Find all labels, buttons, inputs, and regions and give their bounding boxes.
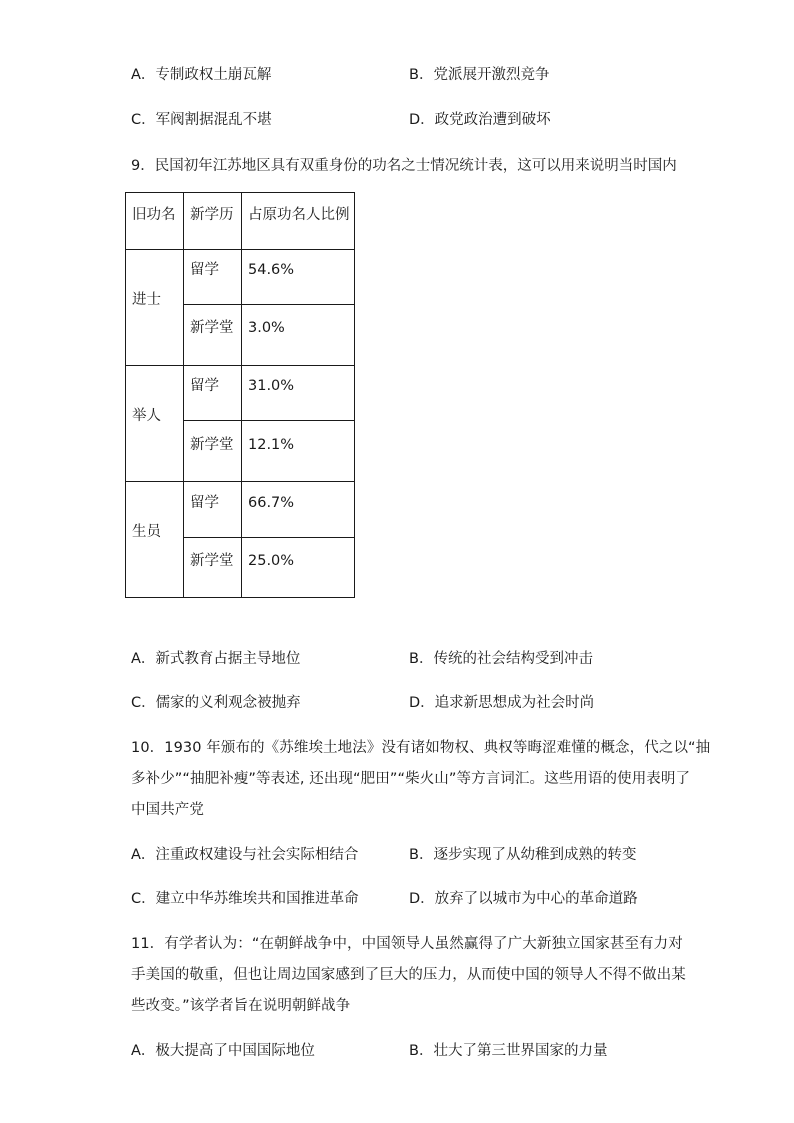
- q10-stem-line: 10．1930 年颁布的《苏维埃土地法》没有诸如物权、典权等晦涩难懂的概念，代之以“抽: [131, 740, 711, 756]
- table-cell-education: 留学: [190, 262, 219, 278]
- q8-option-a: A．专制政权土崩瓦解: [131, 67, 272, 83]
- q9-statistics-table: [125, 192, 355, 598]
- table-column-divider: [183, 192, 184, 598]
- q10-option-b: B．逐步实现了从幼稚到成熟的转变: [409, 847, 637, 863]
- table-group-divider: [125, 481, 355, 482]
- q9-option-d: D．追求新思想成为社会时尚: [409, 695, 595, 711]
- table-row-divider: [183, 420, 355, 421]
- q8-option-c: C．军阀割据混乱不堪: [131, 112, 272, 128]
- table-cell-education: 留学: [190, 378, 219, 394]
- q11-stem-line: 些改变。”该学者旨在说明朝鲜战争: [131, 998, 351, 1014]
- q10-stem: [131, 733, 711, 826]
- q11-stem-line: 手美国的敬重，但也让周边国家感到了巨大的压力，从而使中国的领导人不得不做出某: [131, 967, 686, 983]
- q8-option-d: D．政党政治遭到破坏: [409, 112, 551, 128]
- table-cell-ratio: 25.0%: [248, 553, 295, 569]
- table-header-cell: 占原功名人比例: [248, 207, 350, 223]
- table-border-top: [125, 192, 355, 193]
- table-group-label: 举人: [132, 408, 161, 424]
- table-row-divider: [183, 304, 355, 305]
- table-row-divider: [183, 537, 355, 538]
- q11-stem-line: 11．有学者认为：“在朝鲜战争中，中国领导人虽然赢得了广大新独立国家甚至有力对: [131, 936, 683, 952]
- q10-option-a: A．注重政权建设与社会实际相结合: [131, 847, 359, 863]
- table-group-label: 生员: [132, 524, 161, 540]
- table-border-left: [125, 192, 126, 598]
- table-group-divider: [125, 365, 355, 366]
- table-cell-education: 留学: [190, 495, 219, 511]
- table-cell-education: 新学堂: [190, 553, 234, 569]
- table-header-cell: 旧功名: [132, 207, 176, 223]
- q9-option-b: B．传统的社会结构受到冲击: [409, 651, 593, 667]
- table-cell-ratio: 12.1%: [248, 437, 295, 453]
- q9-option-c: C．儒家的义利观念被抛弃: [131, 695, 301, 711]
- q9-stem: 9．民国初年江苏地区具有双重身份的功名之士情况统计表，这可以用来说明当时国内: [131, 158, 677, 174]
- table-border-right: [354, 192, 355, 598]
- q11-stem: [131, 929, 686, 1022]
- q10-option-d: D．放弃了以城市为中心的革命道路: [409, 891, 638, 907]
- table-group-label: 进士: [132, 292, 161, 308]
- q10-option-c: C．建立中华苏维埃共和国推进革命: [131, 891, 359, 907]
- q11-option-a: A．极大提高了中国国际地位: [131, 1043, 315, 1059]
- table-cell-education: 新学堂: [190, 437, 234, 453]
- table-cell-ratio: 54.6%: [248, 262, 295, 278]
- table-border-bottom: [125, 597, 355, 598]
- table-cell-ratio: 3.0%: [248, 320, 285, 336]
- table-column-divider: [241, 192, 242, 598]
- table-cell-ratio: 66.7%: [248, 495, 295, 511]
- table-header-divider: [125, 249, 355, 250]
- q9-option-a: A．新式教育占据主导地位: [131, 651, 301, 667]
- q10-stem-line: 中国共产党: [131, 802, 204, 818]
- q11-option-b: B．壮大了第三世界国家的力量: [409, 1043, 608, 1059]
- q10-stem-line: 多补少”“抽肥补瘦”等表述, 还出现“肥田”“柴火山”等方言词汇。这些用语的使用表明了: [131, 771, 691, 787]
- table-cell-education: 新学堂: [190, 320, 234, 336]
- q8-option-b: B．党派展开激烈竞争: [409, 67, 550, 83]
- table-cell-ratio: 31.0%: [248, 378, 295, 394]
- table-header-cell: 新学历: [190, 207, 234, 223]
